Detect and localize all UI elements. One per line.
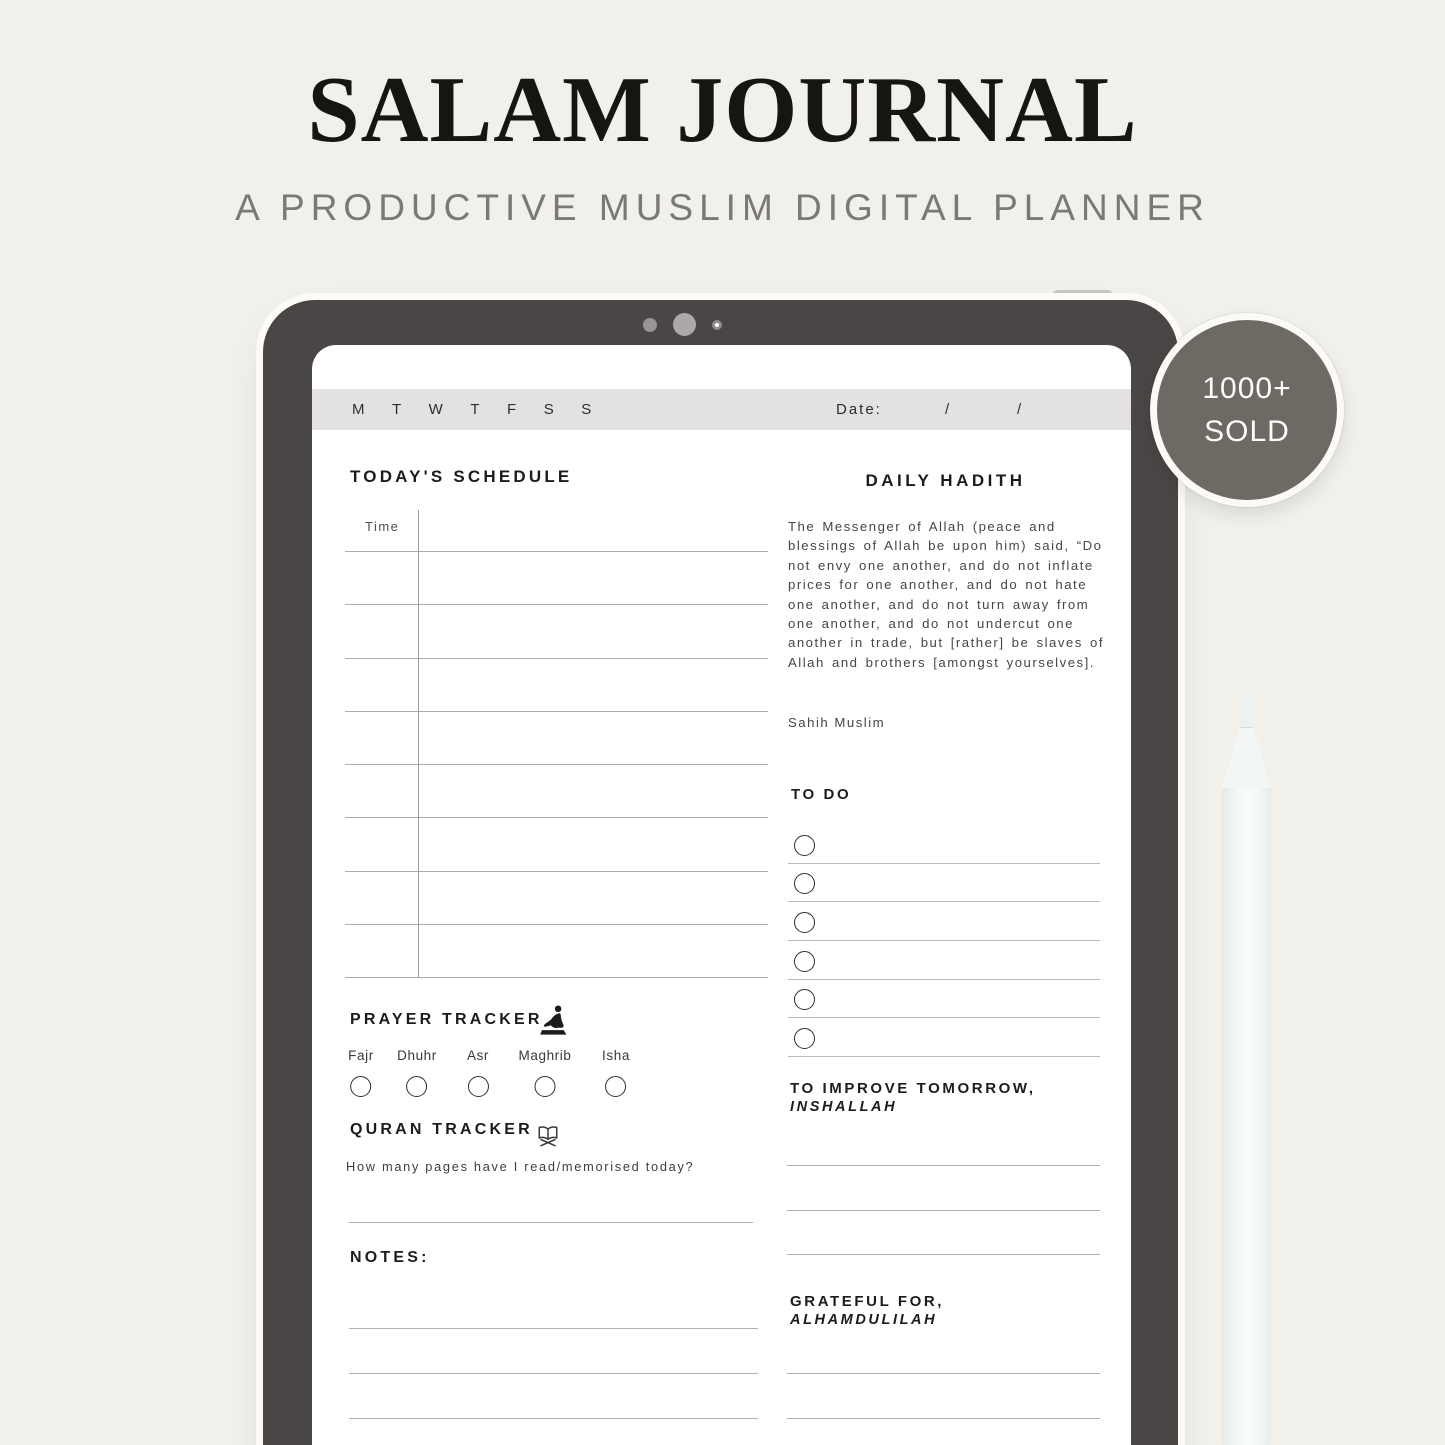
stylus-cone [1222, 728, 1271, 788]
planner-screen [312, 345, 1131, 1445]
grateful-line[interactable] [787, 1373, 1100, 1374]
day-date-bar [312, 389, 1131, 430]
prayer-checkbox-isha[interactable] [605, 1076, 626, 1097]
todo-list [788, 825, 1100, 1057]
improve-heading: TO IMPROVE TOMORROW, [790, 1080, 1036, 1097]
todo-checkbox[interactable] [794, 835, 815, 856]
camera-lens-icon [673, 313, 696, 336]
hadith-source: Sahih Muslim [788, 715, 886, 730]
notes-line[interactable] [349, 1373, 758, 1374]
schedule-row[interactable] [345, 765, 768, 818]
todo-checkbox[interactable] [794, 951, 815, 972]
schedule-row[interactable] [345, 659, 768, 712]
prayer-label: Dhuhr [397, 1048, 437, 1063]
quran-answer-line[interactable] [349, 1222, 753, 1223]
schedule-row[interactable] [345, 712, 768, 765]
todo-item[interactable] [788, 864, 1100, 903]
schedule-table[interactable] [345, 551, 768, 978]
sold-badge [1150, 313, 1344, 507]
tablet-frame [263, 300, 1178, 1445]
hadith-heading: DAILY HADITH [865, 471, 1026, 490]
improve-line[interactable] [787, 1165, 1100, 1166]
quran-question: How many pages have I read/memorised today? [346, 1159, 695, 1174]
todo-checkbox[interactable] [794, 1028, 815, 1049]
stylus-body [1222, 788, 1271, 1445]
improve-subheading: INSHALLAH [790, 1099, 898, 1115]
day-friday[interactable]: F [507, 401, 517, 418]
notes-line[interactable] [349, 1418, 758, 1419]
grateful-line[interactable] [787, 1418, 1100, 1419]
todo-checkbox[interactable] [794, 873, 815, 894]
camera-dot-icon [643, 318, 657, 332]
schedule-divider [418, 510, 419, 978]
prayer-fajr [348, 1048, 374, 1097]
quran-tracker-heading: QURAN TRACKER [350, 1121, 533, 1138]
todo-heading: TO DO [791, 786, 852, 803]
prayer-checkbox-asr[interactable] [468, 1076, 489, 1097]
schedule-row[interactable] [345, 818, 768, 871]
schedule-row[interactable] [345, 552, 768, 605]
product-title: SALAM JOURNAL [307, 58, 1138, 162]
todo-item[interactable] [788, 902, 1100, 941]
product-subtitle: A PRODUCTIVE MUSLIM DIGITAL PLANNER [235, 187, 1210, 228]
weekday-selector [352, 389, 592, 430]
time-column-label: Time [365, 519, 400, 534]
day-monday[interactable]: M [352, 401, 365, 418]
open-quran-icon [533, 1122, 563, 1150]
prayer-tracker [345, 1048, 768, 1108]
date-separator: / [1017, 401, 1022, 418]
grateful-heading: GRATEFUL FOR, [790, 1293, 945, 1310]
schedule-heading: TODAY'S SCHEDULE [350, 467, 573, 486]
hadith-text: The Messenger of Allah (peace and blessings of Allah be upon him) said, “Do not envy one another, and do not inflate prices for one another, and do not hate one another, and do not turn away from one another, and do not undercut one another in trade, but [rather] be slaves of Allah and brothers [amongst yourselves]. [788, 519, 1105, 670]
day-tuesday[interactable]: T [392, 401, 402, 418]
prayer-isha [602, 1048, 630, 1097]
prayer-label: Maghrib [518, 1048, 572, 1063]
sold-badge-count: 1000+ [1202, 372, 1292, 405]
improve-line[interactable] [787, 1210, 1100, 1211]
schedule-row[interactable] [345, 872, 768, 925]
date-label: Date: [836, 401, 882, 418]
prayer-label: Fajr [348, 1048, 374, 1063]
schedule-row[interactable] [345, 925, 768, 978]
prayer-label: Isha [602, 1048, 630, 1063]
todo-item[interactable] [788, 941, 1100, 980]
notes-heading: NOTES: [350, 1249, 430, 1266]
prayer-checkbox-fajr[interactable] [351, 1076, 372, 1097]
prayer-checkbox-maghrib[interactable] [534, 1076, 555, 1097]
day-saturday[interactable]: S [543, 401, 555, 418]
prayer-dhuhr [397, 1048, 437, 1097]
todo-item[interactable] [788, 1018, 1100, 1057]
stylus-tip [1240, 694, 1254, 728]
todo-checkbox[interactable] [794, 912, 815, 933]
notes-line[interactable] [349, 1328, 758, 1329]
prayer-asr [467, 1048, 489, 1097]
date-separator: / [945, 401, 950, 418]
todo-checkbox[interactable] [794, 989, 815, 1010]
prayer-label: Asr [466, 1048, 490, 1063]
sold-badge-label: SOLD [1204, 415, 1290, 448]
camera-light-icon [712, 320, 722, 330]
todo-item[interactable] [788, 980, 1100, 1019]
todo-item[interactable] [788, 825, 1100, 864]
praying-person-icon [536, 1003, 570, 1039]
improve-line[interactable] [787, 1254, 1100, 1255]
schedule-row[interactable] [345, 605, 768, 658]
stylus-pencil [1222, 694, 1271, 1445]
day-wednesday[interactable]: W [428, 401, 444, 418]
grateful-subheading: ALHAMDULILAH [790, 1312, 938, 1328]
prayer-checkbox-dhuhr[interactable] [407, 1076, 428, 1097]
day-sunday[interactable]: S [581, 401, 592, 418]
prayer-tracker-heading: PRAYER TRACKER [350, 1011, 543, 1028]
prayer-maghrib [519, 1048, 572, 1097]
day-thursday[interactable]: T [470, 401, 481, 418]
